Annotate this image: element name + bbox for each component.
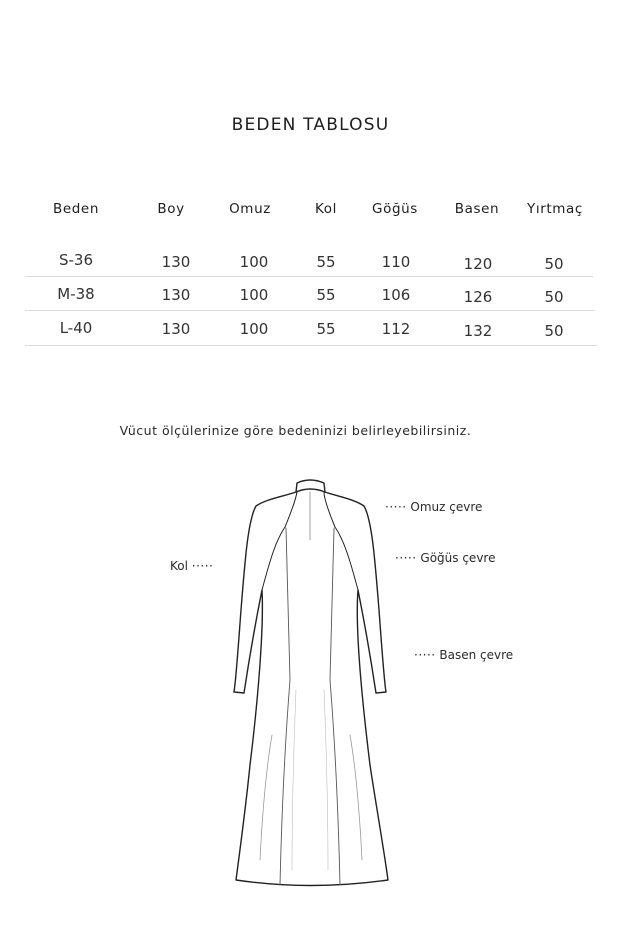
fold-mid-right — [324, 690, 328, 870]
table-cell: 100 — [239, 286, 269, 304]
table-cell: 106 — [381, 286, 411, 304]
dress-outline — [234, 492, 388, 886]
table-cell: 50 — [544, 255, 564, 273]
page-title: BEDEN TABLOSU — [231, 115, 390, 135]
princess-seam-left — [280, 528, 290, 885]
fold-left — [260, 735, 272, 860]
table-cell: 112 — [381, 320, 411, 338]
gogus-label: ····· Göğüs çevre — [395, 551, 496, 565]
table-cell: 50 — [544, 322, 564, 340]
table-cell: L-40 — [59, 319, 93, 337]
table-cell: 126 — [463, 288, 493, 306]
table-cell: M-38 — [57, 285, 95, 303]
col-header-beden: Beden — [53, 201, 99, 217]
col-header-basen: Basen — [454, 201, 500, 217]
table-cell: 55 — [316, 286, 336, 304]
omuz-label: ····· Omuz çevre — [385, 500, 483, 514]
col-header-omuz: Omuz — [229, 201, 271, 217]
princess-seam-right — [330, 528, 340, 885]
table-cell: 110 — [381, 253, 411, 271]
table-cell: 130 — [161, 320, 191, 338]
kol-label: Kol ····· — [170, 559, 214, 573]
table-cell: 130 — [161, 253, 191, 271]
seam-left — [262, 492, 297, 590]
fold-mid-left — [292, 690, 296, 870]
col-header-gogus: Göğüs — [372, 201, 418, 217]
size-note: Vücut ölçülerinize göre bedeninizi belirleyebilirsiniz. — [119, 423, 472, 438]
fold-right — [350, 735, 362, 860]
table-cell: 55 — [316, 253, 336, 271]
col-header-boy: Boy — [157, 201, 185, 217]
basen-label: ····· Basen çevre — [414, 648, 514, 662]
table-cell: 55 — [316, 320, 336, 338]
col-header-yirtmac: Yırtmaç — [527, 201, 583, 217]
col-header-kol: Kol — [315, 201, 337, 217]
table-cell: 100 — [239, 253, 269, 271]
seam-right — [324, 492, 358, 590]
table-cell: 132 — [463, 322, 493, 340]
collar-outline — [296, 480, 325, 492]
table-cell: 130 — [161, 286, 191, 304]
table-cell: 100 — [239, 320, 269, 338]
table-cell: 50 — [544, 288, 564, 306]
table-cell: S-36 — [58, 251, 94, 269]
table-cell: 120 — [463, 255, 493, 273]
